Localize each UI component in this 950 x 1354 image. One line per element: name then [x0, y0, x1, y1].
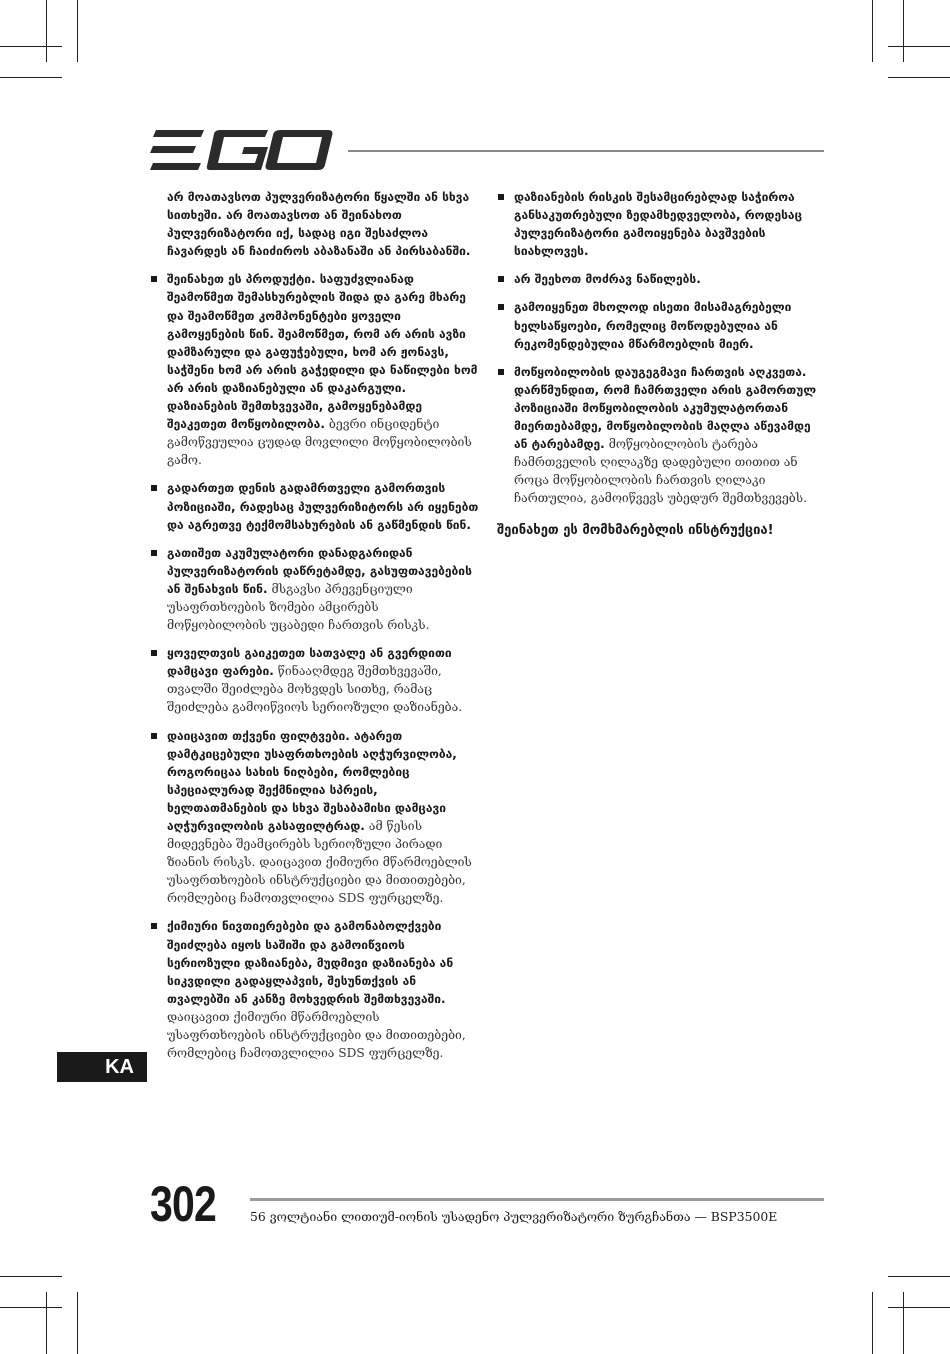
footer-rule [250, 1198, 824, 1201]
crop-mark [888, 1276, 950, 1277]
item-normal-text: დაიცავით ქიმიური მწარმოებლის უსაფრთხოების ინსტრუქციები და მითითებები, რომლებიც ჩამოთვლილია SDS ფურცელზე. [167, 1009, 466, 1061]
item-bold-text: დაზიანების რისკის შესამცირებლად საჭიროა განსაკუთრებული ზედამხედველობა, როდესაც პულვერიზატორი გამოიყენება ბავშვების სიახლოვეს. [514, 190, 803, 259]
ego-logo [150, 128, 335, 172]
item-bold-text: ყოველთვის გაიკეთეთ სათვალე ან გვერდითი დამცავი ფარები. [167, 646, 452, 679]
crop-mark [888, 77, 950, 78]
list-item [497, 270, 827, 288]
list-item [150, 270, 480, 469]
crop-mark [903, 0, 904, 62]
bullet-icon [498, 304, 504, 310]
crop-mark [888, 1307, 950, 1308]
crop-mark [872, 0, 873, 62]
list-item [497, 298, 827, 352]
item-bold-text: ქიმიური ნივთიერებები და გამონაბოლქვები შეიძლება იყოს საშიში და გამოიწვიოს სერიოზული დაზიანება, მუდმივი დაზიანება ან სიკვდილი გადაყლაპვის, შესუნთქვის ან თვალებში ან კანზე მოხვედრის შემთხვევაში. [167, 919, 454, 1006]
crop-mark [0, 1307, 62, 1308]
intro-paragraph: არ მოათავსოთ პულვერიზატორი წყალში ან სხვა სითხეში. არ მოათავსოთ ან შეინახოთ პულვერიზატორი იქ, სადაც იგი შესაძლოა ჩავარდეს ან ჩაიძიროს აბაზანაში ან პირსაბანში. [167, 190, 471, 259]
item-bold-text: მოწყობილობის დაუგეგმავი ჩართვის აღკვეთა. დარწმუნდით, რომ ჩამრთველი არის გამორთულ პოზიციაში მოწყობილობის აკუმულატორთან მიერთებამდე, მოწყობილობის მაღლა აწევამდე ან ტარებამდე. [514, 364, 817, 452]
crop-mark [46, 1292, 47, 1354]
bullet-icon [151, 923, 157, 929]
bullet-icon [151, 650, 157, 656]
list-item [150, 727, 480, 908]
bullet-icon [151, 485, 157, 491]
list-item [150, 917, 480, 1062]
item-normal-text: მსგავსი პრევენციული უსაფრთხოების ზომები ამცირებს მოწყობილობის უცაბედი ჩართვის რისკს. [167, 581, 430, 633]
crop-mark [77, 0, 78, 62]
item-normal-text: ამ წესის მიდევნება შეამცირებს სერიოზული პირადი ზიანის რისკს. დაიცავით ქიმიური მწარმოებლის უსაფრთხოების ინსტრუქციები და მითითებები, რომლებიც ჩამოთვლილია SDS ფურცელზე. [167, 819, 472, 906]
bullet-icon [151, 733, 157, 739]
crop-mark [0, 1276, 62, 1277]
item-bold-text: გამოიყენეთ მხოლოდ ისეთი მისამაგრებელი ხელსაწყოები, რომელიც მოწოდებულია ან რეკომენდებულია მწარმოებლის მიერ. [514, 300, 792, 351]
item-bold-text: შეინახეთ ეს პროდუქტი. საფუძვლიანად შეამოწმეთ შემასხურებლის შიდა და გარე მხარე და შეამოწმეთ კომპონენტები ყოველი გამოყენების წინ. შეამოწმეთ, რომ არ არის ავზი დამზარული და გაფუჭებული, ხომ არ ჟონავს, საჭშენი ხომ არ არის გაჭედილი და ნაწილები ხომ არ არის დაზიანებული ან დაკარგული. დაზიანების შემთხვევაში, გამოყენებამდე შეაკეთეთ მოწყობილობა. [167, 272, 478, 432]
crop-mark [903, 1292, 904, 1354]
language-tab: KA [57, 1052, 147, 1082]
crop-mark [888, 46, 950, 47]
list-item [150, 544, 480, 634]
item-normal-text: მოწყობილობის ტარება ჩამრთველის ღილაკზე დადებული თითით ან როცა მოწყობილობის ჩართვის ღილაკი ჩართულია, გამოიწვევს უბედურ შემთხვევებს. [514, 437, 808, 506]
closing-statement: შეინახეთ ეს მომხმარებლის ინსტრუქცია! [497, 522, 774, 538]
left-column [150, 188, 480, 1072]
list-item [150, 479, 480, 533]
ego-logo-graphic [150, 128, 335, 172]
item-bold-text: გადართეთ დენის გადამრთველი გამორთვის პოზიციაში, რადესაც პულვერიზიტორს არ იყენებთ და აგრეთვე ტექმომსახურების ან გაწმენდის წინ. [167, 481, 479, 532]
right-column [497, 188, 827, 540]
bullet-icon [498, 369, 504, 375]
bullet-icon [151, 550, 157, 556]
list-item [150, 644, 480, 716]
crop-mark [0, 46, 62, 47]
item-bold-text: დაიცავით თქვენი ფილტვები. ატარეთ დამტკიცებული უსაფრთხოების აღჭურვილობა, როგორიცაა სახის ნიღბები, რომლებიც სპეციალურად შექმნილია სპრეის, ხელთათმანების და სხვა შესაბამისი დამცავი აღჭურვილობის გასაფილტრად. [167, 728, 457, 833]
bullet-icon [498, 194, 504, 200]
crop-mark [872, 1292, 873, 1354]
item-normal-text: წინააღმდეგ შემთხვევაში, თვალში შეიძლება მოხვდეს სითხე, რამაც შეიძლება გამოიწვიოს სერიოზული დაზიანება. [167, 664, 463, 715]
item-bold-text: არ შეეხოთ მოძრავ ნაწილებს. [514, 272, 701, 287]
crop-mark [46, 0, 47, 62]
crop-mark [0, 77, 62, 78]
crop-mark [77, 1292, 78, 1354]
bullet-icon [498, 276, 504, 282]
list-item [497, 188, 827, 260]
page-number: 302 [150, 1176, 216, 1232]
list-item [497, 363, 827, 508]
item-bold-text: გათიშეთ აკუმულატორი დანადგარიდან პულვერიზატორის დაწრეტამდე, გასუფთავებების ან შენახვის წინ. [167, 545, 472, 596]
header-rule [348, 150, 824, 152]
footer-title: 56 ვოლტიანი ლითიუმ-იონის უსადენო პულვერიზატორი ზურგჩანთა — BSP3500E [250, 1209, 778, 1224]
item-normal-text: ბევრი ინციდენტი გამოწვეულია ცუდად მოვლილი მოწყობილობის გამო. [167, 417, 472, 468]
bullet-icon [151, 276, 157, 282]
